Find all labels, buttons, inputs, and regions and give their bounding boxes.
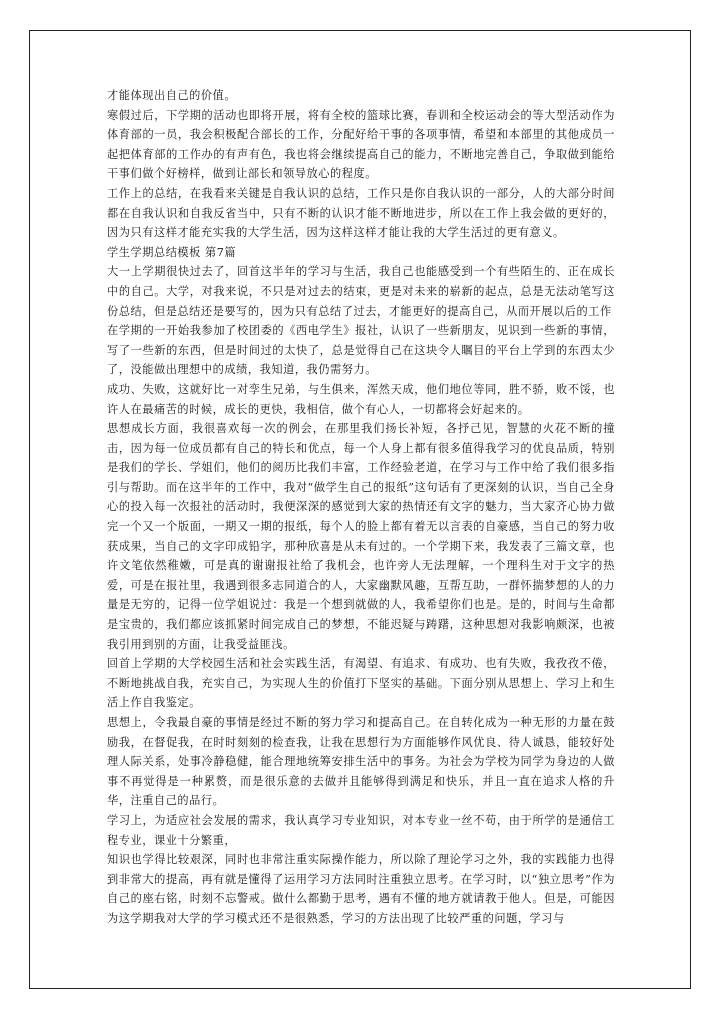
paragraph: 回首上学期的大学校园生活和社会实践生活，有渴望、有追求、有成功、也有失败，我孜孜不倦，不断地挑战自我，充实自己，为实现人生的价值打下坚实的基础。下面分别从思想上、学习上和生活上作自我鉴定。 bbox=[107, 657, 615, 710]
section-heading: 学生学期总结模板 第7篇 bbox=[107, 245, 237, 259]
paragraph: 才能体现出自己的价值。 bbox=[107, 89, 237, 102]
paragraph: 大一上学期很快过去了，回首这半年的学习与生活，我自己也能感受到一个有些陌生的、正在成长中的自己。大学，对我来说，不只是对过去的结束，更是对未来的崭新的起点，总是无法动笔写这份总结，但是总结还是要写的，因为只有总结了过去，才能更好的提高自己，从而开展以后的工作 bbox=[107, 265, 615, 318]
paragraph: 成功、失败，这就好比一对孪生兄弟，与生俱来，浑然天成，他们地位等同，胜不骄，败不馁，也许人在最痛苦的时候，成长的更快，我相信，做个有心人，一切都将会好起来的。 bbox=[107, 382, 615, 416]
document-body bbox=[107, 86, 615, 929]
paragraph: 寒假过后，下学期的活动也即将开展，将有全校的篮球比赛，春训和全校运动会的等大型活动作为体育部的一员，我会积极配合部长的工作，分配好给干事的各项事情，希望和本部里的其他成员一起把体育部的工作办的有声有色，我也将会继续提高自己的能力，不断地完善自己，争取做到能给干事们做个好榜样，做到让部长和领导放心的程度。 bbox=[107, 108, 615, 181]
paragraph: 工作上的总结，在我看来关键是自我认识的总结，工作只是你自我认识的一部分，人的大部分时间都在自我认识和自我反省当中，只有不断的认识才能不断地进步，所以在工作上我会做的更好的，因为只有这样才能充实我的大学生活，因为这样这样才能让我的大学生活过的更有意义。 bbox=[107, 186, 615, 240]
paragraph: 在学期的一开始我参加了校团委的《西电学生》报社，认识了一些新朋友，见识到一些新的事情，写了一些新的东西，但是时间过的太快了，总是觉得自己在这块令人瞩目的平台上学到的东西太少了，没能做出理想中的成绩，我知道，我仍需努力。 bbox=[107, 324, 615, 377]
paragraph: 思想成长方面，我很喜欢每一次的例会，在那里我们扬长补短，各抒己见，智慧的火花不断的撞击，因为每一位成员都有自己的特长和优点，每一个人身上都有很多值得我学习的优良品质，特别是我们的学长、学姐们，他们的阅历比我们丰富，工作经验老道，在学习与工作中给了我们很多指引与帮助。而在这半年的工作中，我对“做学生自己的报纸”这句话有了更深刻的认识，当自己全身心的投入每一次报社的活动时，我便深深的感觉到大家的热情还有文字的魅力，当大家齐心协力做完一个又一个版面，一期又一期的报纸，每个人的脸上都有着无以言表的自豪感，当自己的努力收获成果，当自己的文字印成铅字，那种欣喜是从未有过的。一个学期下来，我发表了三篇文章，也许文笔依然稚嫩，可是真的谢谢报社给了我机会，也许旁人无法理解，一个理科生对于文字的热爱，可是在报社里，我遇到很多志同道合的人，大家幽默风趣，互帮互助，一群怀揣梦想的人的力量是无穷的，记得一位学姐说过：我是一个想到就做的人，我希望你们也是。是的，时间与生命都是宝贵的，我们都应该抓紧时间完成自己的梦想，不能迟疑与踌躇，这种思想对我影响颇深，也被我引用到别的方面，让我受益匪浅。 bbox=[107, 422, 615, 651]
paragraph: 学习上，为适应社会发展的需求，我认真学习专业知识，对本专业一丝不苟，由于所学的是通信工程专业，课业十分繁重， bbox=[107, 813, 615, 847]
paragraph: 思想上，令我最自豪的事情是经过不断的努力学习和提高自己。在自转化成为一种无形的力量在鼓励我，在督促我，在时时刻刻的检查我，让我在思想行为方面能够作风优良、待人诚恳，能较好处理人际关系，处事冷静稳健，能合理地统筹安排生活中的事务。为社会为学校为同学为身边的人做事不再觉得是一种累赘，而是很乐意的去做并且能够得到满足和快乐，并且一直在追求人格的升华，注重自己的品行。 bbox=[107, 716, 615, 808]
paragraph: 知识也学得比较艰深，同时也非常注重实际操作能力，所以除了理论学习之外，我的实践能力也得到非常大的提高，再有就是懂得了运用学习方法同时注重独立思考。在学习时，以“独立思考”作为自己的座右铭，时刻不忘警戒。做什么都勤于思考，遇有不懂的地方就请教于他人。但是，可能因为这学期我对大学的学习模式还不是很熟悉，学习的方法出现了比较严重的问题，学习与 bbox=[107, 853, 615, 925]
